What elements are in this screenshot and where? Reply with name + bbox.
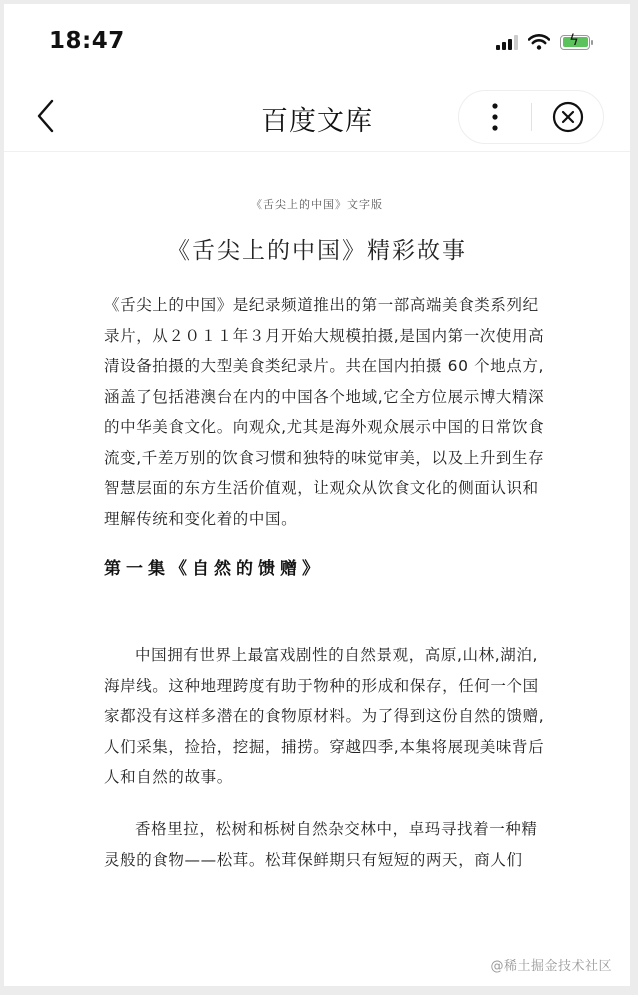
episode-heading: 第一集《自然的馈赠》 xyxy=(104,559,324,579)
mini-program-capsule xyxy=(458,90,604,144)
battery-charging-icon: ϟ xyxy=(560,35,590,50)
more-button[interactable] xyxy=(459,91,531,143)
close-circle-icon xyxy=(552,101,584,133)
document-title: 《舌尖上的中国》精彩故事 xyxy=(167,238,467,264)
close-button[interactable] xyxy=(532,91,603,143)
episode-paragraph-2: 香格里拉，松树和栎树自然杂交林中，卓玛寻找着一种精灵般的食物——松茸。松茸保鲜期只有短短的两天，商人们 xyxy=(104,820,538,869)
wifi-icon xyxy=(528,34,550,50)
nav-title: 百度文库 xyxy=(261,106,373,137)
episode-paragraph-1: 中国拥有世界上最富戏剧性的自然景观，高原,山林,湖泊,海岸线。这种地理跨度有助于物种的形成和保存，任何一个国家都没有这样多潜在的食物原材料。为了得到这份自然的馈赠,人们采集，捡拾，挖掘，捕捞。穿越四季,本集将展现美味背后人和自然的故事。 xyxy=(104,646,545,786)
status-bar xyxy=(4,4,630,82)
status-icons xyxy=(496,30,590,50)
document-subtitle: 《舌尖上的中国》文字版 xyxy=(251,198,383,211)
app-frame xyxy=(4,4,630,986)
status-time: 18:47 xyxy=(49,28,125,54)
signal-icon xyxy=(496,34,518,50)
more-vertical-icon xyxy=(491,102,499,132)
intro-paragraph: 《舌尖上的中国》是纪录频道推出的第一部高端美食类系列纪录片，从２０１１年３月开始大规模拍摄,是国内第一次使用高清设备拍摄的大型美食类纪录片。共在国内拍摄 60 个地点方,涵盖了包括港澳台在内的中国各个地域,它全方位展示博大精深的中华美食文化。向观众,尤其是海外观众展示中国的日常饮食流变,千差万别的饮食习惯和独特的味觉审美，以及上升到生存智慧层面的东方生活价值观，让观众从饮食文化的侧面认识和理解传统和变化着的中国。 xyxy=(104,296,545,528)
nav-bar xyxy=(4,82,630,152)
watermark: @稀土掘金技术社区 xyxy=(490,959,612,974)
